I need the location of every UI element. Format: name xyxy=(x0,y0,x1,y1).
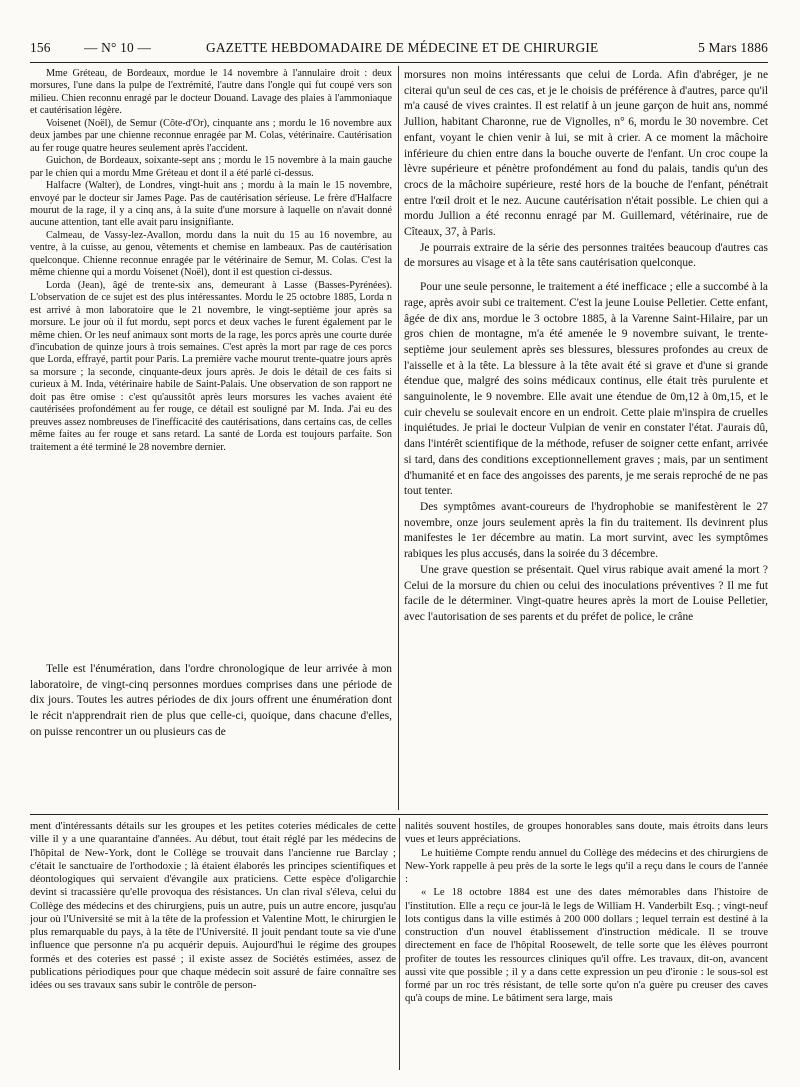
page-number: 156 xyxy=(30,40,51,55)
lower-left-column xyxy=(30,820,396,1070)
body-paragraph: ment d'intéressants détails sur les groupes et les petites coteries médicales de cette ville il y a une quarantaine d'années. Au début, tout était réglé par les médecins de l'hôpital de New-York, dont le Collège se trouvait dans l'ancienne rue Barclay ; c'était le sanctuaire de l'orthodoxie ; là étaient élaborés les principes scientifiques et déontologiques qui servaient d'évangile aux praticiens. Cette espèce d'oligarchie devint si tracassière qu'elle provoqua des résistances. Un clan rival s'éleva, celui du Collège des médecins et des chirurgiens, puis un autre, puis un autre encore, jusqu'au jour où l'Université se mit à la tête de la profession et Valentine Mott, le chirurgien le plus remarquable du pays, à la tête de l'Université. Il jouit pendant toute sa vie d'une influence que personne n'a pu acquérir depuis. Aujourd'hui le régime des groupes formés et des coteries est passé ; il existe assez de Sociétés estimées, assez de publications périodiques pour que chaque médecin soit assuré de faire connaître ses idées ou ses travaux sans subir le contrôle de person- xyxy=(30,820,396,991)
issue-date: 5 Mars 1886 xyxy=(698,40,768,55)
body-paragraph: morsures non moins intéressants que celui de Lorda. Afin d'abréger, je ne citerai qu'un seul de ces cas, et je le choisis de préférence à d'autres, parce qu'il m'a causé de vives craintes. Il est relatif à un jeune garçon de huit ans, nommé Jullion, habitant Charonne, rue de Vignolles, n° 6, mordu le 30 novembre. Cet enfant, voyant le chien venir à lui, se mit à crier. A ce moment la mâchoire inférieure du chien entre dans la bouche ouverte de l'enfant. Un croc coupe la lèvre supérieure et pénètre profondément au fond du palais, tandis qu'un des crocs de la mâchoire supérieure, resté hors de la bouche de l'enfant, pénétrait entre l'œil droit et le nez. Aucune cautérisation n'était possible. Le chien qui a mordu Jullion a été reconnu enragé par M. Guillemard, vétérinaire, rue de Cîteaux, 37, à Paris. xyxy=(404,69,768,239)
body-paragraph: « Le 18 octobre 1884 est une des dates mémorables dans l'histoire de l'institution. Elle a reçu ce jour-là le legs de William H. Vanderbilt Esq. ; vingt-neuf lots contigus dans la ville estimés à 200 000 dollars ; lequel terrain est destiné à la construction d'un nouvel établissement d'instruction médicale. Il se trouve directement en face de l'hôpital Roosewelt, de telle sorte que les élèves pourront profiter de toutes les ressources cliniques qu'il offre. Les travaux, dit-on, avancent aussi vite que possible ; il y a dans cette expression un peu d'ironie : le sous-sol est formé par un roc très résistant, de telle sorte qu'on n'a guère pu creuser des caves qu'à coups de mine. Le bâtiment sera large, mais xyxy=(405,886,768,1005)
case-paragraph: Lorda (Jean), âgé de trente-six ans, demeurant à Lasse (Basses-Pyrénées). L'observation de ce sujet est des plus intéressantes. Mordu le 25 octobre 1885, Lorda n est arrivé à mon laboratoire que le 21 novembre, le vingt-septième jour après sa morsure. Le jour où il fut mordu, sept porcs et deux vaches le furent également par le même chien. Or les neuf animaux sont morts de la rage, les porcs après une courte durée d'incubation de quinze jours à trois semaines. C'est après la mort par rage de ces porcs que Lorda, effrayé, partit pour Paris. La première vache mourut trente-quatre jours après sa morsure ; la seconde, cinquante-deux jours après. Je dois le détail de ces faits si curieux à M. Inda, vétérinaire habile de Saint-Palais. Une observation de son rapport ne doit pas être omise : c'est qu'aussitôt après leurs morsures les vaches avaient été cautérisées profondément au fer rouge, ce détail est souligné par M. Inda. J'ai eu des preuves assez nombreuses de l'inefficacité des cautérisations, dans certains cas, de celles même faites au fer rouge et sans retard. La santé de Lorda est toujours parfaite. Son traitement a été terminé le 28 novembre dernier. xyxy=(30,279,392,453)
case-paragraph: Calmeau, de Vassy-lez-Avallon, mordu dans la nuit du 15 au 16 novembre, au ventre, à la cuisse, au genou, vêtements et chemise en lambeaux. Pas de cautérisation quelconque. Chienne reconnue enragée par le vétérinaire de Semur, M. Colas. C'est la même chienne qui a mordu Voisenet (Noël), dont il est question ci-dessus. xyxy=(30,229,392,279)
header-rule xyxy=(30,62,768,63)
lower-right-column xyxy=(405,820,768,1070)
case-list xyxy=(30,68,392,652)
case-paragraph: Voisenet (Noël), de Semur (Côte-d'Or), cinquante ans ; mordu le 16 novembre aux deux jambes par une chienne reconnue enragée par M. Colas, vétérinaire. Cautérisation au fer rouge quatre heures seulement après l'accident. xyxy=(30,117,392,154)
body-paragraph: nalités souvent hostiles, de groupes honorables sans doute, mais étroits dans leurs vues et leurs appréciations. xyxy=(405,820,768,846)
column-rule xyxy=(398,66,399,810)
journal-title: GAZETTE HEBDOMADAIRE DE MÉDECINE ET DE CHIRURGIE xyxy=(206,40,599,55)
body-paragraph: Je pourrais extraire de la série des personnes traitées beaucoup d'autres cas de morsures au visage et à la tête sans cautérisation quelconque. xyxy=(404,241,768,270)
summary-paragraph-block xyxy=(30,662,392,810)
section-separator xyxy=(30,814,768,815)
body-paragraph: Le huitième Compte rendu annuel du Collège des médecins et des chirurgiens de New-York rappelle à peu près de la sorte le legs qu'il a reçu dans le cours de l'année : xyxy=(405,846,768,885)
column-rule xyxy=(399,818,400,1070)
case-paragraph: Halfacre (Walter), de Londres, vingt-huit ans ; mordu à la main le 15 novembre, envoyé par le docteur sir James Page. Pas de cautérisation sérieuse. Le frère d'Halfacre mourut de la rage, il y a cinq ans, à la suite d'une morsure à laquelle on n'avait donné aucune attention, tant elle avait paru insignifiante. xyxy=(30,180,392,229)
right-column xyxy=(404,68,768,812)
case-paragraph: Guichon, de Bordeaux, soixante-sept ans ; mordu le 15 novembre à la main gauche par le chien qui a mordu Mme Gréteau et dont il a été parlé ci-dessus. xyxy=(30,155,392,179)
summary-paragraph: Telle est l'énumération, dans l'ordre chronologique de leur arrivée à mon laboratoire, de vingt-cinq personnes mordues comprises dans une période de dix jours. Toutes les autres périodes de dix jours offrent une énumération dont le récit n'apprendrait rien de plus que celle-ci, quoique, dans chacune d'elles, on puisse rencontrer un ou plusieurs cas de xyxy=(30,663,392,738)
running-header xyxy=(30,38,768,60)
issue-number: — N° 10 — xyxy=(84,40,152,55)
body-paragraph: Des symptômes avant-coureurs de l'hydrophobie se manifestèrent le 27 novembre, onze jours seulement après la fin du traitement. Ils devinrent plus manifestes le 1er décembre au matin. La mort survint, avec les symptômes rabiques les plus accusés, dans la soirée du 3 décembre. xyxy=(404,500,768,561)
case-paragraph: Mme Gréteau, de Bordeaux, mordue le 14 novembre à l'annulaire droit : deux morsures, l'une dans la pulpe de l'extrémité, l'autre dans l'ongle qui fut coupé vers son milieu. Chien reconnu enragé par le docteur Douand. Lavage des plaies à l'ammoniaque et cautérisation légère. xyxy=(30,68,392,117)
body-paragraph: Pour une seule personne, le traitement a été inefficace ; elle a succombé à la rage, après avoir subi ce traitement. C'est la jeune Louise Pelletier. Cette enfant, âgée de dix ans, mordue le 3 octobre 1885, à la Varenne Saint-Hilaire, par un gros chien de montagne, m'a été amenée le 9 novembre suivant, le trente-septième jour seulement après ses blessures, blessures profondes au creux de l'aisselle et à la tête. La blessure à la tête avait été si grave et d'une si grande étendue que, malgré des soins médicaux continus, elle était très purulente et sanguinolente, le 9 novembre. Elle avait une étendue de 0m,12 à 0m,15, et le cuir chevelu se soulevait encore en un endroit. Cette plaie m'inspira de cruelles inquiétudes. Je priai le docteur Vulpian de venir en constater l'état. J'aurais dû, dans l'intérêt scientifique de la méthode, refuser de soigner cette enfant, arrivée si tard, dans des conditions exceptionnellement graves ; mais, par un sentiment d'humanité et en face des angoisses des parents, je me serais reproché de ne pas tout tenter. xyxy=(404,281,768,498)
body-paragraph: Une grave question se présentait. Quel virus rabique avait amené la mort ? Celui de la morsure du chien ou celui des inoculations préventives ? Il me fut facile de le déterminer. Vingt-quatre heures après la mort de Louise Pelletier, avec l'autorisation de ses parents et du préfet de police, le crâne xyxy=(404,563,768,623)
